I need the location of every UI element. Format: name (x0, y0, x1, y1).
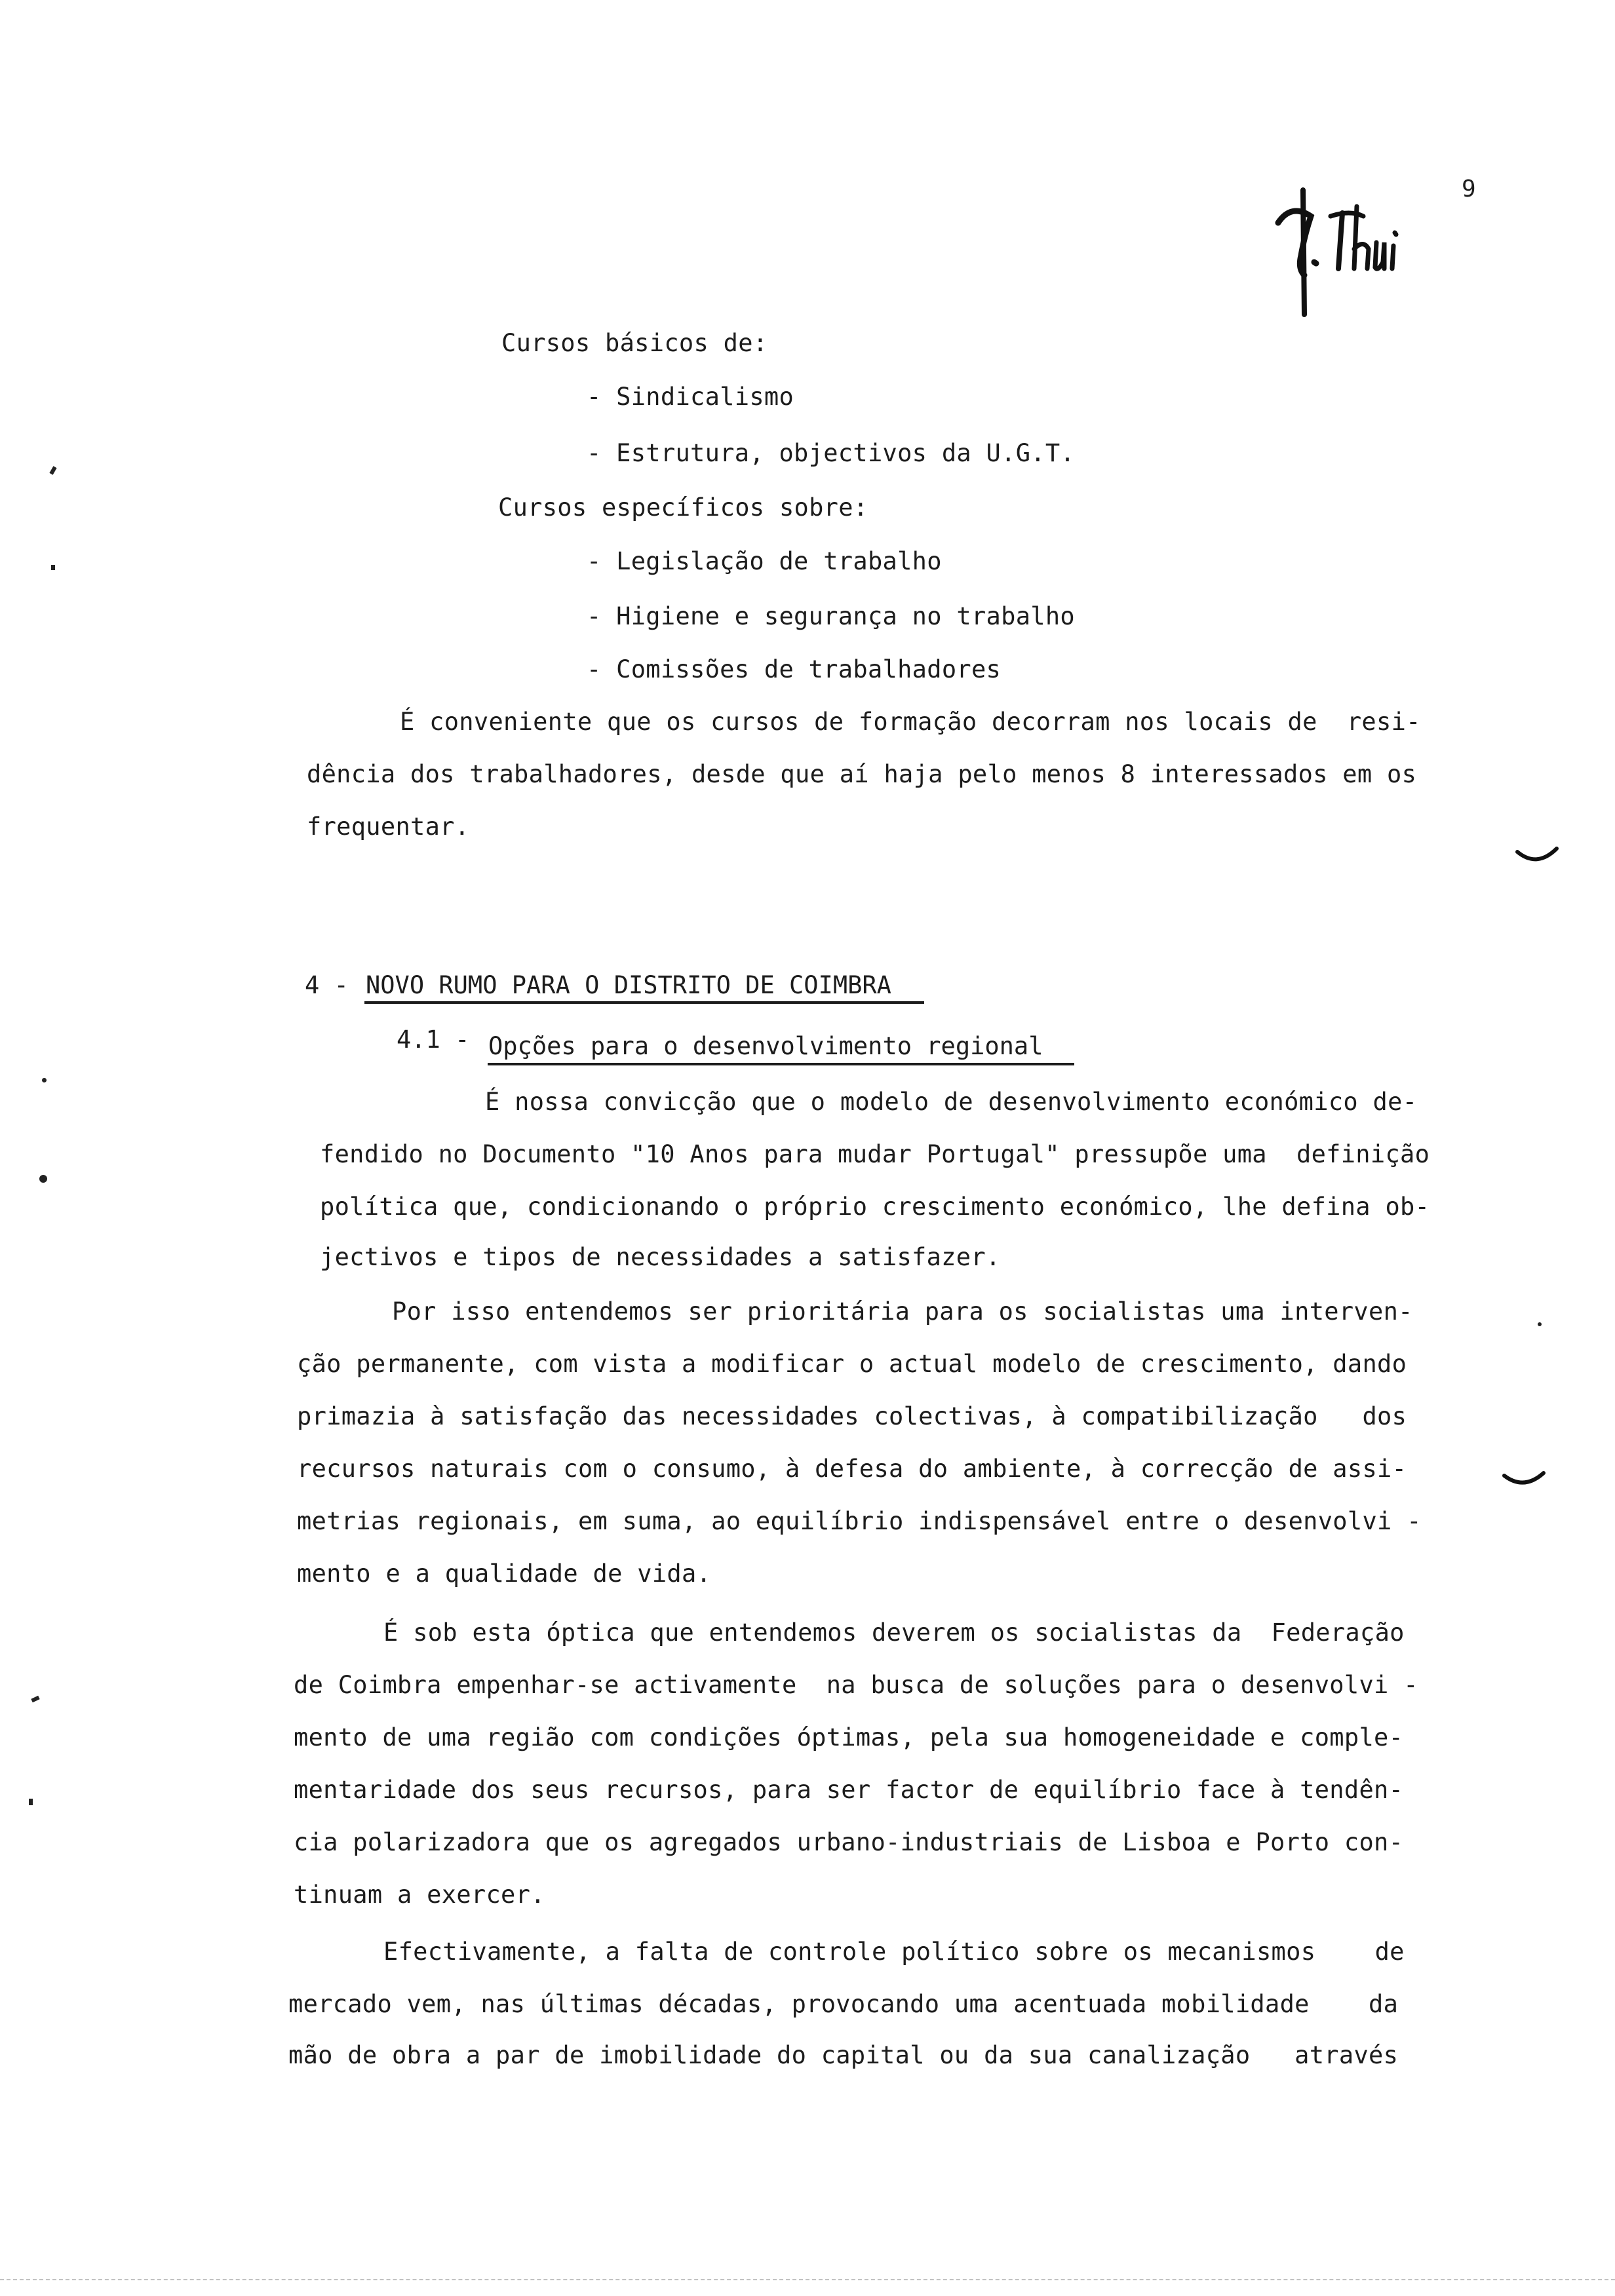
scan-speck (49, 466, 56, 474)
paragraph-line: mentaridade dos seus recursos, para ser factor de equilíbrio face à tendên- (294, 1776, 1404, 1804)
paragraph-line: fendido no Documento "10 Anos para mudar Portugal" pressupõe uma definição (320, 1140, 1430, 1168)
subsection-number: 4.1 - (397, 1025, 470, 1054)
paragraph-line: mento de uma região com condições óptimas, pela sua homogeneidade e comple- (294, 1723, 1404, 1751)
paragraph-line: primazia à satisfação das necessidades colectivas, à compatibilização dos (297, 1402, 1407, 1430)
handwritten-signature (1265, 177, 1422, 328)
paragraph-line: mercado vem, nas últimas décadas, provocando uma acentuada mobilidade da (288, 1990, 1399, 2018)
scan-edge-noise (0, 2279, 1615, 2284)
margin-tick-mark (1514, 845, 1560, 871)
page-number: 9 (1462, 176, 1476, 202)
list-item: - Sindicalismo (587, 383, 794, 411)
list-item: - Higiene e segurança no trabalho (587, 602, 1076, 630)
subsection-title-underline (488, 1063, 1074, 1065)
section-title-underline (364, 1001, 924, 1004)
paragraph-line: É nossa convicção que o modelo de desenvolvimento económico de- (485, 1088, 1418, 1116)
paragraph-line: frequentar. (307, 813, 470, 841)
specific-courses-heading: Cursos específicos sobre: (498, 493, 868, 522)
section-title: NOVO RUMO PARA O DISTRITO DE COIMBRA (366, 971, 891, 999)
paragraph-line: tinuam a exercer. (294, 1881, 545, 1909)
section-number: 4 - (305, 971, 349, 999)
scan-speck (42, 1078, 47, 1082)
paragraph-line: metrias regionais, em suma, ao equilíbrio indispensável entre o desenvolvi - (297, 1507, 1422, 1535)
paragraph-line: É conveniente que os cursos de formação decorram nos locais de resi- (400, 708, 1421, 736)
list-item: - Comissões de trabalhadores (587, 655, 1002, 683)
paragraph-line: mento e a qualidade de vida. (297, 1559, 712, 1588)
paragraph-line: recursos naturais com o consumo, à defesa do ambiente, à correcção de assi- (297, 1455, 1407, 1483)
scan-speck (51, 565, 55, 570)
list-item: - Estrutura, objectivos da U.G.T. (587, 439, 1076, 467)
scan-speck (39, 1175, 47, 1183)
list-item: - Legislação de trabalho (587, 547, 942, 575)
paragraph-line: jectivos e tipos de necessidades a satisfazer. (320, 1243, 1001, 1271)
scan-speck (31, 1696, 39, 1703)
paragraph-line: de Coimbra empenhar-se activamente na busca de soluções para o desenvolvi - (294, 1671, 1418, 1699)
paragraph-line: cia polarizadora que os agregados urbano-industriais de Lisboa e Porto con- (294, 1828, 1404, 1856)
paragraph-line: política que, condicionando o próprio crescimento económico, lhe defina ob- (320, 1193, 1430, 1221)
paragraph-line: É sob esta óptica que entendemos deverem os socialistas da Federação (383, 1618, 1405, 1647)
paragraph-line: Efectivamente, a falta de controle político sobre os mecanismos de (383, 1938, 1405, 1966)
subsection-title: Opções para o desenvolvimento regional (488, 1032, 1043, 1060)
basic-courses-heading: Cursos básicos de: (501, 329, 768, 357)
paragraph-line: mão de obra a par de imobilidade do capital ou da sua canalização através (288, 2041, 1399, 2069)
paragraph-line: ção permanente, com vista a modificar o actual modelo de crescimento, dando (297, 1350, 1407, 1378)
margin-tick-mark (1501, 1468, 1547, 1494)
paragraph-line: Por isso entendemos ser prioritária para os socialistas uma interven- (392, 1297, 1413, 1326)
paragraph-line: dência dos trabalhadores, desde que aí haja pelo menos 8 interessados em os (307, 760, 1417, 788)
scan-speck (1538, 1322, 1542, 1326)
scan-speck (29, 1799, 33, 1805)
